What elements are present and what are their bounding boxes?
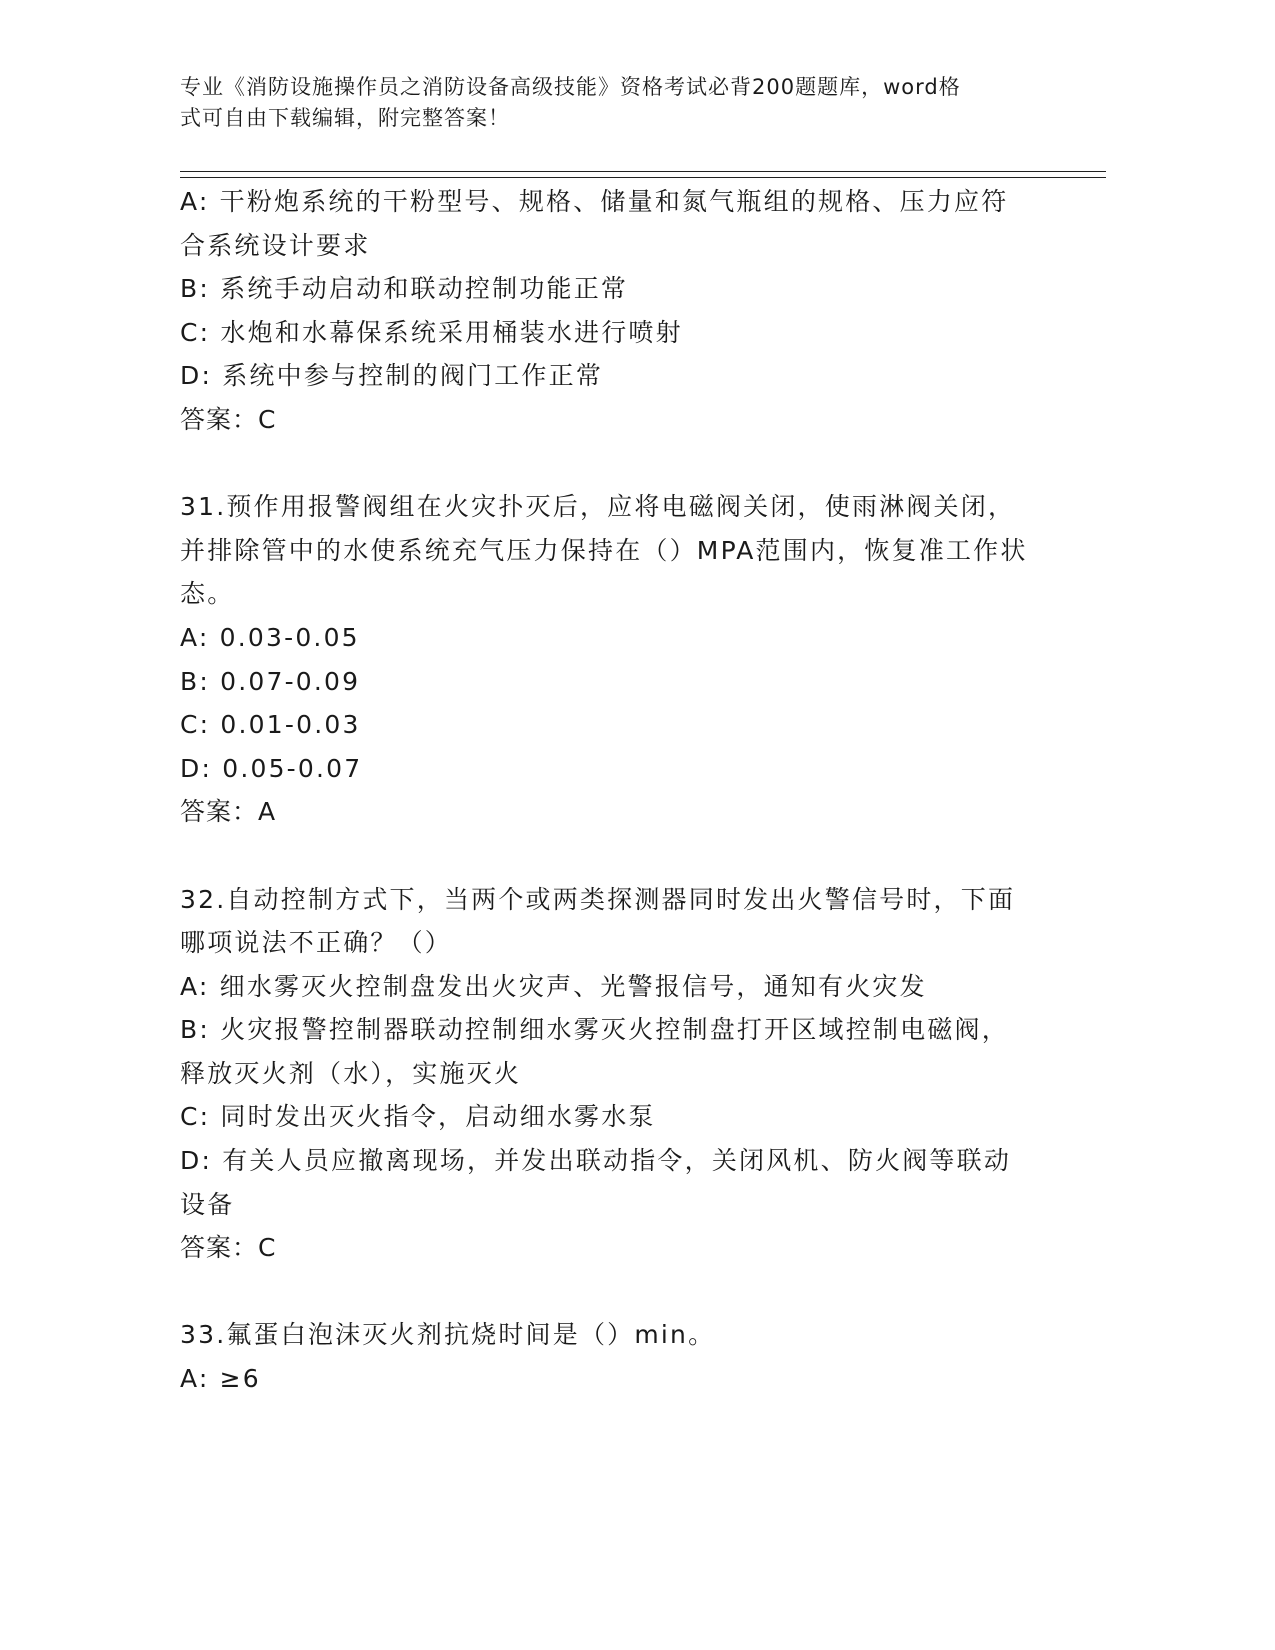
question-stem-continued: 并排除管中的水使系统充气压力保持在（）MPA范围内，恢复准工作状 <box>180 535 1028 565</box>
option-a: A: 干粉炮系统的干粉型号、规格、储量和氮气瓶组的规格、压力应符 <box>180 187 1009 216</box>
question-stem: 32.自动控制方式下，当两个或两类探测器同时发出火警信号时，下面 <box>180 884 1016 914</box>
spacer <box>180 442 1050 486</box>
option-c: C: 水炮和水幕保系统采用桶装水进行喷射 <box>180 317 683 347</box>
option-d: D: 有关人员应撤离现场，并发出联动指令，关闭风机、防火阀等联动 <box>180 1146 1012 1176</box>
option-b: B: 火灾报警控制器联动控制细水雾灭火控制盘打开区域控制电磁阀， <box>180 1015 1009 1045</box>
document-header <box>180 72 1060 134</box>
question-content <box>180 180 1050 1401</box>
spacer <box>180 1270 1050 1314</box>
answer: 答案：C <box>180 404 277 434</box>
question-stem: 31.预作用报警阀组在火灾扑灭后，应将电磁阀关闭，使雨淋阀关闭， <box>180 492 1016 522</box>
spacer <box>180 834 1050 878</box>
header-divider-bottom <box>180 177 1106 178</box>
option-d: D: 0.05-0.07 <box>180 753 363 783</box>
option-b: B: 0.07-0.09 <box>180 666 361 696</box>
question-stem: 33.氟蛋白泡沫灭火剂抗烧时间是（）min。 <box>180 1320 716 1350</box>
question-32 <box>180 878 1050 1270</box>
option-a-continued: 合系统设计要求 <box>180 230 371 260</box>
option-b: B: 系统手动启动和联动控制功能正常 <box>180 274 629 304</box>
answer: 答案：A <box>180 797 277 827</box>
answer: 答案：C <box>180 1233 277 1263</box>
option-a: A: ≥6 <box>180 1364 261 1394</box>
question-stem-continued: 哪项说法不正确？（） <box>180 928 453 958</box>
option-d-continued: 设备 <box>180 1189 235 1219</box>
option-d: D: 系统中参与控制的阀门工作正常 <box>180 361 604 391</box>
option-a: A: 0.03-0.05 <box>180 622 360 652</box>
header-line-2: 式可自由下载编辑，附完整答案！ <box>180 106 510 130</box>
option-c: C: 同时发出灭火指令，启动细水雾水泵 <box>180 1102 656 1132</box>
question-33 <box>180 1313 1050 1400</box>
option-c: C: 0.01-0.03 <box>180 710 361 740</box>
header-divider-top <box>180 171 1106 172</box>
question-30 <box>180 180 1050 442</box>
question-stem-continued: 态。 <box>180 579 235 609</box>
question-31 <box>180 485 1050 834</box>
header-line-1: 专业《消防设施操作员之消防设备高级技能》资格考试必背200题题库，word格 <box>180 75 961 99</box>
option-b-continued: 释放灭火剂（水），实施灭火 <box>180 1058 522 1088</box>
option-a: A: 细水雾灭火控制盘发出火灾声、光警报信号，通知有火灾发 <box>180 971 927 1001</box>
